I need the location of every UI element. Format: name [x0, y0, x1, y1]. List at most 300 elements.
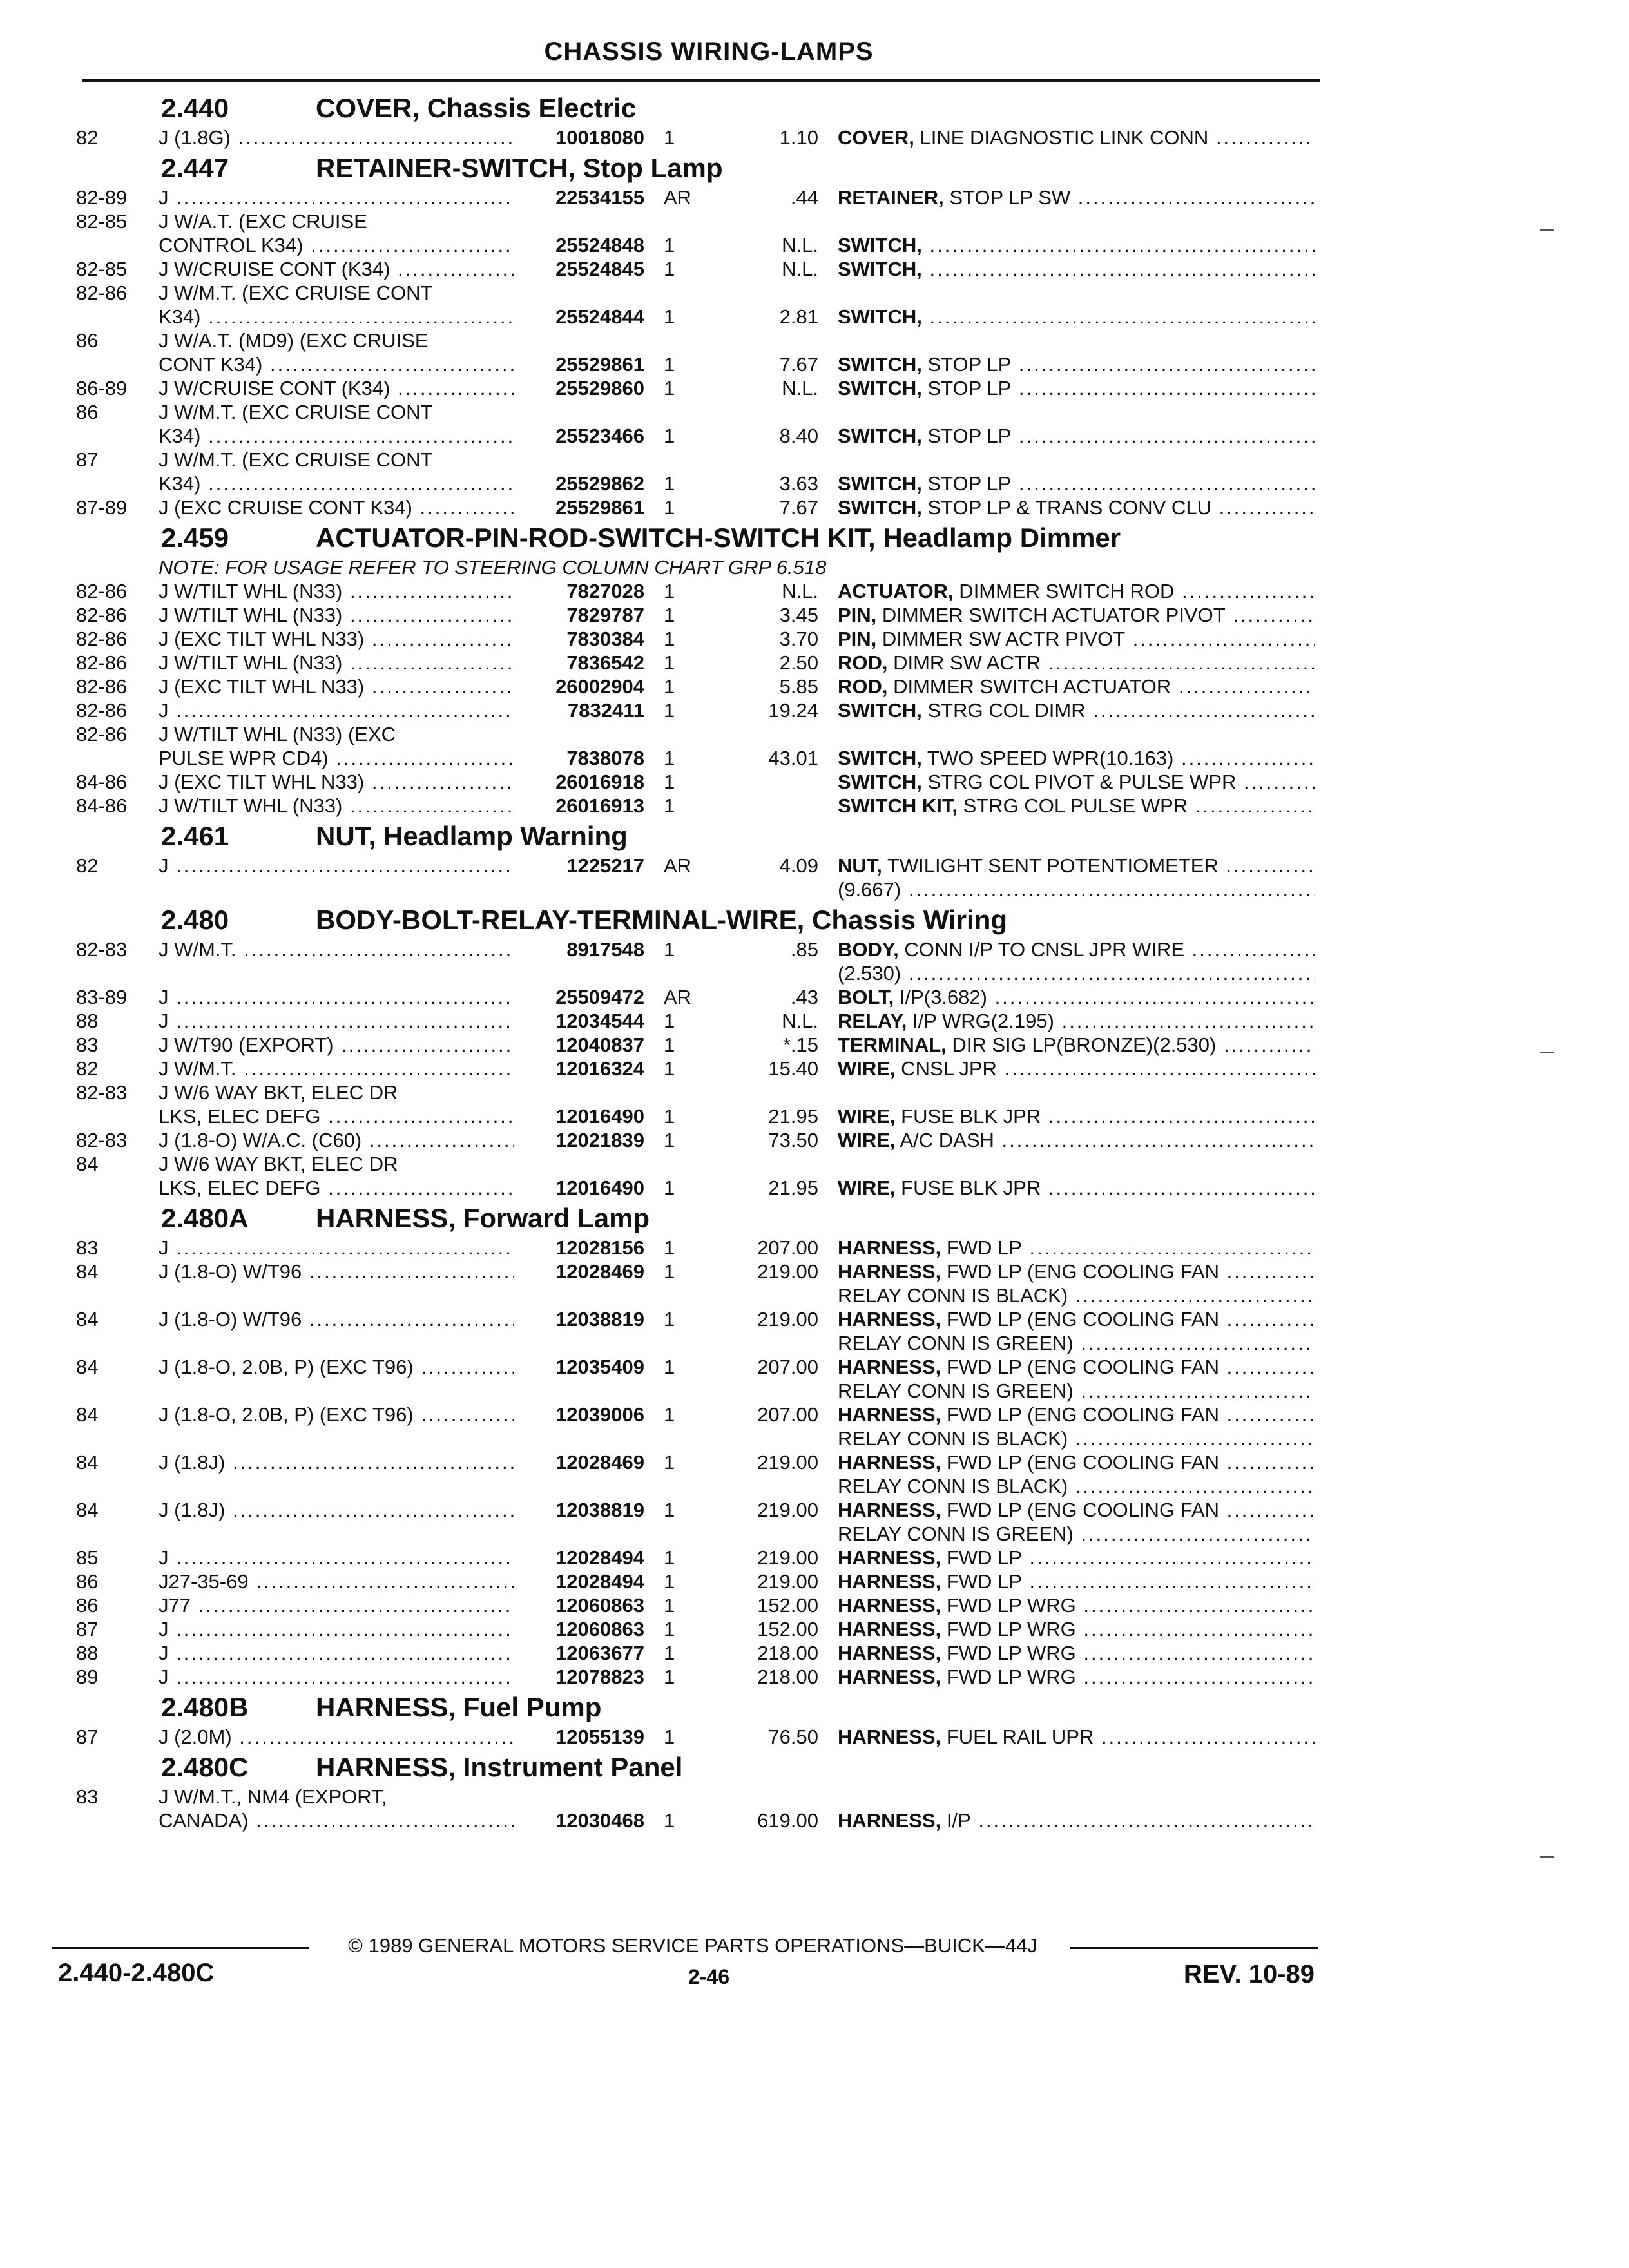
price: 15.40	[768, 1057, 818, 1080]
part-name	[838, 1593, 1315, 1619]
part-name-detail: DIMMER SWITCH ACTUATOR PIVOT	[876, 604, 1226, 626]
model-years: 84-86	[76, 771, 128, 793]
header-rule	[82, 79, 1320, 82]
part-name-continuation	[0, 1331, 1629, 1356]
part-name-continuation	[0, 1378, 1629, 1404]
part-name-detail: STRG COL PIVOT & PULSE WPR	[921, 771, 1237, 793]
part-name	[838, 1545, 1315, 1571]
part-name-detail: A/C DASH	[895, 1129, 994, 1151]
part-number: 7836542	[566, 651, 644, 674]
part-noun: WIRE,	[838, 1057, 896, 1080]
group-heading	[0, 1691, 1629, 1724]
usage-description: J (1.8-O) W/T96 .....	[159, 1259, 514, 1285]
part-number: 1225217	[566, 854, 644, 877]
part-name-detail: FUEL RAIL UPR	[941, 1725, 1094, 1748]
price: 219.00	[757, 1260, 818, 1283]
part-name	[838, 579, 1315, 604]
usage-description: J (1.8-O, 2.0B, P) (EXC T96) .....	[159, 1402, 514, 1428]
part-noun: HARNESS,	[838, 1809, 941, 1832]
part-row	[0, 1640, 1629, 1666]
part-name-continuation	[0, 961, 1629, 986]
part-row	[0, 1354, 1629, 1380]
part-name-continuation	[0, 1426, 1629, 1452]
part-row	[0, 1032, 1629, 1058]
part-name	[838, 1569, 1315, 1595]
usage-description: K34) .....	[159, 423, 514, 449]
part-name	[838, 471, 1315, 497]
part-number: 25529860	[555, 377, 644, 399]
usage-description: J W/6 WAY BKT, ELEC DR	[159, 1153, 398, 1175]
part-noun: PIN,	[838, 628, 877, 650]
model-years: 82	[76, 126, 99, 149]
part-row	[0, 602, 1629, 628]
part-row	[0, 1008, 1629, 1034]
part-name-continued: (2.530) .....	[838, 961, 1315, 986]
part-noun: SWITCH KIT,	[838, 794, 958, 817]
part-number: 12055139	[555, 1725, 644, 1748]
part-row	[0, 579, 1629, 604]
part-name	[838, 352, 1315, 378]
part-number: 25509472	[555, 986, 644, 1008]
part-name	[838, 1497, 1315, 1523]
part-row	[0, 423, 1629, 449]
part-name-detail: DIMR SW ACTR	[887, 651, 1041, 674]
part-noun: HARNESS,	[838, 1594, 941, 1617]
part-row	[0, 985, 1629, 1010]
group-number: 2.480	[161, 905, 229, 935]
group-title: HARNESS, Fuel Pump	[316, 1692, 602, 1722]
quantity: 1	[664, 305, 675, 328]
part-name	[838, 853, 1315, 879]
part-name-detail: CONN I/P TO CNSL JPR WIRE	[898, 938, 1185, 961]
part-name	[838, 1056, 1315, 1082]
quantity: 1	[664, 1236, 675, 1259]
part-row	[0, 1569, 1629, 1595]
part-noun: BOLT,	[838, 986, 894, 1008]
quantity: 1	[664, 234, 675, 256]
usage-description: J W/TILT WHL (N33) (EXC	[159, 723, 396, 745]
part-noun: HARNESS,	[838, 1308, 941, 1331]
usage-description: J W/A.T. (MD9) (EXC CRUISE	[159, 329, 429, 352]
part-noun: HARNESS,	[838, 1546, 941, 1569]
price: N.L.	[782, 580, 818, 602]
part-row-description	[0, 328, 1629, 354]
part-name-continued: RELAY CONN IS GREEN) .....	[838, 1331, 1315, 1356]
part-name-detail: STRG COL PULSE WPR	[958, 794, 1188, 817]
part-noun: WIRE,	[838, 1105, 896, 1128]
part-name	[838, 674, 1315, 700]
price: 43.01	[768, 747, 818, 769]
usage-description: CONTROL K34) .....	[159, 233, 514, 258]
model-years: 88	[76, 1010, 99, 1032]
usage-description: J (EXC TILT WHL N33) .....	[159, 626, 514, 652]
scan-mark	[1540, 1856, 1554, 1858]
price: 219.00	[757, 1308, 818, 1331]
part-noun: TERMINAL,	[838, 1033, 947, 1056]
usage-description: J W/A.T. (EXC CRUISE	[159, 210, 367, 233]
part-name-detail: FWD LP (ENG COOLING FAN	[941, 1308, 1219, 1331]
usage-description: J W/CRUISE CONT (K34) .....	[159, 256, 514, 282]
usage-description: J W/M.T. (EXC CRUISE CONT	[159, 401, 433, 423]
part-name	[838, 1402, 1315, 1428]
part-name-detail: STOP LP	[921, 377, 1012, 399]
model-years: 82-89	[76, 186, 128, 209]
price: .44	[790, 186, 818, 209]
quantity: 1	[664, 1618, 675, 1640]
model-years: 82-83	[76, 1081, 128, 1104]
model-years: 82-86	[76, 699, 128, 722]
price: 5.85	[779, 675, 818, 698]
part-row	[0, 1104, 1629, 1129]
model-years: 86	[76, 401, 99, 423]
price: 152.00	[757, 1618, 818, 1640]
model-years: 82-83	[76, 1129, 128, 1151]
model-years: 82-83	[76, 938, 128, 961]
quantity: 1	[664, 1725, 675, 1748]
usage-description: J W/TILT WHL (N33) .....	[159, 602, 514, 628]
quantity: 1	[664, 1010, 675, 1032]
group-title: ACTUATOR-PIN-ROD-SWITCH-SWITCH KIT, Headlamp Dimmer	[316, 523, 1121, 553]
quantity: 1	[664, 1308, 675, 1331]
part-name	[838, 1128, 1315, 1153]
model-years: 86	[76, 1570, 99, 1593]
group-heading	[0, 91, 1629, 125]
part-name	[838, 1664, 1315, 1690]
price: 73.50	[768, 1129, 818, 1151]
part-row	[0, 1056, 1629, 1082]
part-row-description	[0, 399, 1629, 425]
price: 218.00	[757, 1666, 818, 1688]
model-years: 84	[76, 1356, 99, 1378]
part-noun: RETAINER,	[838, 186, 944, 209]
part-noun: SWITCH,	[838, 496, 922, 519]
model-years: 83	[76, 1785, 99, 1808]
part-row	[0, 1724, 1629, 1750]
usage-description: LKS, ELEC DEFG .....	[159, 1175, 514, 1201]
part-noun: HARNESS,	[838, 1666, 941, 1688]
usage-description: J (EXC CRUISE CONT K34) .....	[159, 495, 514, 521]
usage-note	[0, 555, 1629, 581]
part-row	[0, 185, 1629, 211]
group-heading	[0, 521, 1629, 555]
price: N.L.	[782, 377, 818, 399]
part-row	[0, 650, 1629, 676]
quantity: 1	[664, 1499, 675, 1521]
part-number: 7832411	[568, 699, 644, 722]
part-number: 25524844	[555, 305, 644, 328]
usage-description: J (1.8-O, 2.0B, P) (EXC T96) .....	[159, 1354, 514, 1380]
part-name	[838, 1724, 1315, 1750]
usage-description: J .....	[159, 1235, 514, 1261]
part-number: 12016324	[555, 1057, 644, 1080]
group-title: BODY-BOLT-RELAY-TERMINAL-WIRE, Chassis Wiring	[316, 905, 1008, 935]
part-name-detail: STRG COL DIMR	[921, 699, 1086, 722]
part-name-detail: FWD LP WRG	[941, 1666, 1076, 1688]
price: 19.24	[768, 699, 818, 722]
part-row	[0, 125, 1629, 151]
part-row	[0, 304, 1629, 330]
model-years: 84	[76, 1153, 99, 1175]
price: 21.95	[768, 1105, 818, 1128]
usage-description: J W/TILT WHL (N33) .....	[159, 579, 514, 604]
model-years: 87	[76, 448, 99, 471]
quantity: 1	[664, 1129, 675, 1151]
quantity: 1	[664, 675, 675, 698]
part-number: 7829787	[566, 604, 644, 626]
part-row	[0, 1450, 1629, 1475]
copyright-notice: © 1989 GENERAL MOTORS SERVICE PARTS OPERATIONS—BUICK—44J	[348, 1934, 1037, 1957]
part-name-detail: TWO SPEED WPR(10.163)	[921, 747, 1174, 769]
part-row-description	[0, 1151, 1629, 1177]
part-noun: SWITCH,	[838, 425, 922, 447]
price: N.L.	[782, 258, 818, 280]
part-number: 10018080	[555, 126, 644, 149]
part-row	[0, 769, 1629, 795]
model-years: 83	[76, 1236, 99, 1259]
usage-description: J W/M.T. .....	[159, 1056, 514, 1082]
part-name-continuation	[0, 1521, 1629, 1547]
part-noun: HARNESS,	[838, 1618, 941, 1640]
price: .85	[790, 938, 818, 961]
part-number: 8917548	[566, 938, 644, 961]
part-number: 12078823	[555, 1666, 644, 1688]
model-years: 82-86	[76, 282, 128, 304]
part-name-detail: FUSE BLK JPR	[895, 1177, 1041, 1199]
usage-description: J .....	[159, 1640, 514, 1666]
part-name	[838, 1808, 1315, 1834]
price: .43	[790, 986, 818, 1008]
part-name-detail: DIMMER SWITCH ACTUATOR	[887, 675, 1171, 698]
model-years: 83-89	[76, 986, 128, 1008]
footer-section-range: 2.440-2.480C	[58, 1959, 215, 1987]
quantity: 1	[664, 425, 675, 447]
part-name-detail: TWILIGHT SENT POTENTIOMETER	[882, 854, 1219, 877]
usage-description: J .....	[159, 698, 514, 724]
part-number: 26002904	[555, 675, 644, 698]
usage-description: J .....	[159, 1545, 514, 1571]
part-name-continued: (9.667) .....	[838, 877, 1315, 903]
price: 219.00	[757, 1451, 818, 1474]
part-row	[0, 471, 1629, 497]
price: 4.09	[779, 854, 818, 877]
group-title: NUT, Headlamp Warning	[316, 821, 628, 851]
group-number: 2.447	[161, 153, 229, 183]
quantity: 1	[664, 258, 675, 280]
quantity: 1	[664, 1451, 675, 1474]
model-years: 88	[76, 1642, 99, 1664]
usage-description: CONT K34) .....	[159, 352, 514, 378]
part-number: 12063677	[555, 1642, 644, 1664]
model-years: 86-89	[76, 377, 128, 399]
part-noun: PIN,	[838, 604, 877, 626]
part-number: 12034544	[555, 1010, 644, 1032]
group-title: HARNESS, Instrument Panel	[316, 1752, 683, 1782]
part-noun: BODY,	[838, 938, 899, 961]
price: 207.00	[757, 1356, 818, 1378]
part-row-description	[0, 1784, 1629, 1810]
part-row-description	[0, 722, 1629, 747]
quantity: 1	[664, 1642, 675, 1664]
quantity: 1	[664, 1033, 675, 1056]
quantity: 1	[664, 1057, 675, 1080]
part-name	[838, 1259, 1315, 1285]
part-number: 12038819	[555, 1499, 644, 1521]
model-years: 84	[76, 1499, 99, 1521]
quantity: 1	[664, 628, 675, 650]
model-years: 84	[76, 1451, 99, 1474]
model-years: 82	[76, 1057, 99, 1080]
part-name-detail: I/P(3.682)	[894, 986, 987, 1008]
usage-description: J W/M.T., NM4 (EXPORT,	[159, 1785, 387, 1808]
quantity: 1	[664, 1594, 675, 1617]
part-number: 25529862	[555, 472, 644, 495]
part-name-continued: RELAY CONN IS GREEN) .....	[838, 1378, 1315, 1404]
part-row	[0, 352, 1629, 378]
usage-description: K34) .....	[159, 304, 514, 330]
part-row	[0, 1497, 1629, 1523]
price: 3.45	[779, 604, 818, 626]
price: 7.67	[779, 496, 818, 519]
part-name-detail: FWD LP (ENG COOLING FAN	[941, 1260, 1219, 1283]
quantity: 1	[664, 1403, 675, 1426]
quantity: 1	[664, 1546, 675, 1569]
part-row	[0, 1402, 1629, 1428]
part-name-detail: FWD LP WRG	[941, 1642, 1076, 1664]
part-name-detail: STOP LP SW	[943, 186, 1071, 209]
part-number: 12016490	[555, 1105, 644, 1128]
part-row-description	[0, 1080, 1629, 1106]
part-name	[838, 304, 1315, 330]
usage-description: J27-35-69 .....	[159, 1569, 514, 1595]
usage-description: J W/M.T. (EXC CRUISE CONT	[159, 282, 433, 304]
group-number: 2.440	[161, 93, 229, 123]
part-number: 26016918	[555, 771, 644, 793]
part-name	[838, 626, 1315, 652]
model-years: 84	[76, 1403, 99, 1426]
model-years: 87	[76, 1725, 99, 1748]
usage-description: J W/M.T. .....	[159, 937, 514, 963]
part-noun: HARNESS,	[838, 1403, 941, 1426]
price: N.L.	[782, 234, 818, 256]
part-name	[838, 793, 1315, 819]
part-number: 26016913	[555, 794, 644, 817]
usage-description: J (EXC TILT WHL N33) .....	[159, 769, 514, 795]
quantity: 1	[664, 126, 675, 149]
price: 207.00	[757, 1403, 818, 1426]
part-row	[0, 1307, 1629, 1332]
part-name	[838, 985, 1315, 1010]
part-row	[0, 1235, 1629, 1261]
price: 207.00	[757, 1236, 818, 1259]
part-row	[0, 793, 1629, 819]
group-title: HARNESS, Forward Lamp	[316, 1203, 650, 1233]
part-name	[838, 1640, 1315, 1666]
quantity: 1	[664, 580, 675, 602]
part-row	[0, 1593, 1629, 1619]
part-noun: RELAY,	[838, 1010, 907, 1032]
part-number: 25524848	[555, 234, 644, 256]
part-name-detail: STOP LP	[921, 353, 1012, 376]
footer-rule-right	[1070, 1947, 1318, 1949]
part-noun: SWITCH,	[838, 234, 922, 256]
part-name-detail: FWD LP WRG	[941, 1618, 1076, 1640]
part-name	[838, 1617, 1315, 1642]
footer-rule-left	[52, 1947, 309, 1949]
quantity: 1	[664, 651, 675, 674]
price: 219.00	[757, 1546, 818, 1569]
part-name-detail: FWD LP (ENG COOLING FAN	[941, 1451, 1219, 1474]
price: *.15	[782, 1033, 818, 1056]
part-name	[838, 423, 1315, 449]
part-row-description	[0, 447, 1629, 473]
part-name-detail: FWD LP	[941, 1570, 1022, 1593]
model-years: 89	[76, 1666, 99, 1688]
quantity: 1	[664, 1105, 675, 1128]
usage-description: J (1.8-O) W/T96 .....	[159, 1307, 514, 1332]
model-years: 82-86	[76, 651, 128, 674]
part-name	[838, 495, 1315, 521]
part-noun: HARNESS,	[838, 1451, 941, 1474]
part-number: 12038819	[555, 1308, 644, 1331]
footer-page-number: 2-46	[688, 1965, 730, 1988]
part-row	[0, 698, 1629, 724]
usage-description: J W/6 WAY BKT, ELEC DR	[159, 1081, 398, 1104]
usage-description: J .....	[159, 185, 514, 211]
part-name	[838, 376, 1315, 401]
part-noun: SWITCH,	[838, 305, 922, 328]
part-noun: SWITCH,	[838, 472, 922, 495]
usage-description: J W/TILT WHL (N33) .....	[159, 650, 514, 676]
quantity: 1	[664, 771, 675, 793]
price: 7.67	[779, 353, 818, 376]
group-number: 2.461	[161, 821, 229, 851]
part-name	[838, 769, 1315, 795]
usage-description: K34) .....	[159, 471, 514, 497]
part-name-detail: FWD LP (ENG COOLING FAN	[941, 1356, 1219, 1378]
part-noun: HARNESS,	[838, 1642, 941, 1664]
usage-description: J (1.8-O) W/A.C. (C60) .....	[159, 1128, 514, 1153]
part-noun: HARNESS,	[838, 1260, 941, 1283]
part-name-detail: LINE DIAGNOSTIC LINK CONN	[914, 126, 1209, 149]
model-years: 82-86	[76, 675, 128, 698]
part-row	[0, 1808, 1629, 1834]
usage-note-text: NOTE: FOR USAGE REFER TO STEERING COLUMN CHART GRP 6.518	[159, 556, 827, 579]
part-name-detail: FUSE BLK JPR	[895, 1105, 1041, 1128]
part-name	[838, 937, 1315, 963]
group-number: 2.459	[161, 523, 229, 553]
part-noun: COVER,	[838, 126, 914, 149]
part-noun: ROD,	[838, 675, 888, 698]
part-name	[838, 1235, 1315, 1261]
part-noun: SWITCH,	[838, 747, 922, 769]
price: 21.95	[768, 1177, 818, 1199]
price: 219.00	[757, 1570, 818, 1593]
price: N.L.	[782, 1010, 818, 1032]
model-years: 86	[76, 329, 99, 352]
part-number: 25524845	[555, 258, 644, 280]
quantity: 1	[664, 496, 675, 519]
part-row	[0, 233, 1629, 258]
price: 2.81	[779, 305, 818, 328]
part-noun: SWITCH,	[838, 258, 922, 280]
page-header-title: CHASSIS WIRING-LAMPS	[544, 37, 874, 66]
quantity: 1	[664, 1809, 675, 1832]
part-name-continuation	[0, 1474, 1629, 1499]
part-name-continuation	[0, 1283, 1629, 1309]
usage-description: J .....	[159, 853, 514, 879]
part-name-detail: STOP LP	[921, 425, 1012, 447]
part-name-detail: CNSL JPR	[895, 1057, 997, 1080]
